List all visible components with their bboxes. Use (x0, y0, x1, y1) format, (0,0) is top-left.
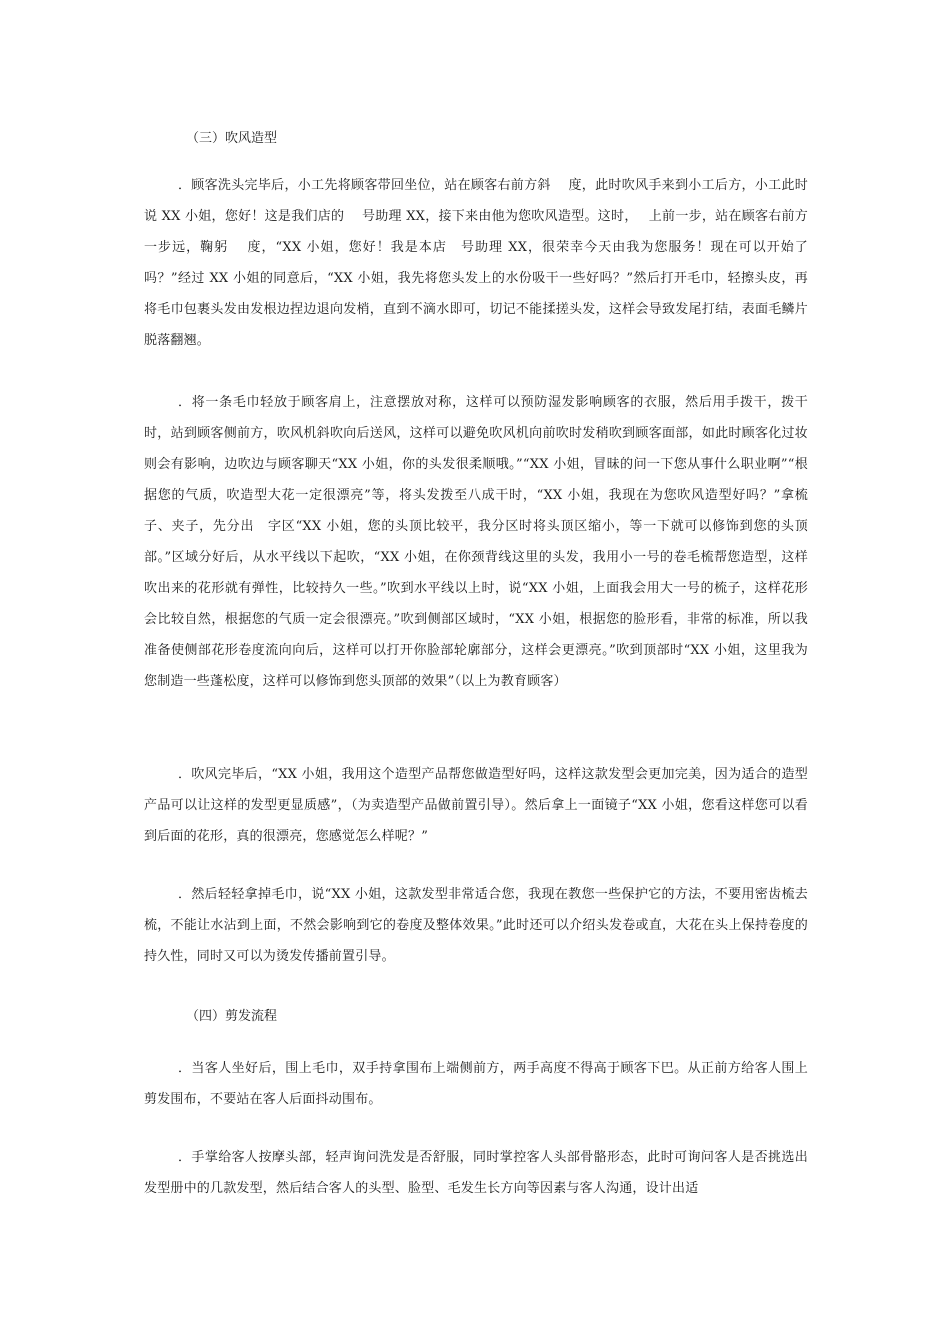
section-heading-blow-dry-styling: （三）吹风造型 (186, 131, 278, 146)
paragraph-after-wash: ．顾客洗头完毕后，小工先将顾客带回坐位，站在顾客右前方斜 度，此时吹风手来到小工后方，小工此时说 XX 小姐，您好！这是我们店的 号助理 XX，接下来由他为您吹风造型。这时， 上前一步，站在顾客右前方一步远，鞠躬 度，“XX 小姐，您好！我是本店 号助理 XX，很荣幸今天由我为您服务！现在可以开始了吗？”经过 XX 小姐的同意后，“XX 小姐，我先将您头发上的水份吸干一些好吗？”然后打开毛巾，轻擦头皮，再将毛巾包裹头发由发根边捏边退向发梢，直到不滴水即可，切记不能揉搓头发，这样会导致发尾打结，表面毛鳞片脱落翻翘。 (144, 178, 808, 348)
section-heading-haircut-process: （四）剪发流程 (186, 1009, 278, 1024)
paragraph-styling-product: ．吹风完毕后，“XX 小姐，我用这个造型产品帮您做造型好吗，这样这款发型会更加完美，因为适合的造型产品可以让这样的发型更显质感”，（为卖造型产品做前置引导）。然后拿上一面镜子“XX 小姐，您看这样您可以看到后面的花形，真的很漂亮，您感觉怎么样呢？” (144, 767, 808, 844)
paragraph-towel-and-blow-dry: ．将一条毛巾轻放于顾客肩上，注意摆放对称，这样可以预防湿发影响顾客的衣服，然后用手拨干，拨干时，站到顾客侧前方，吹风机斜吹向后送风，这样可以避免吹风机向前吹时发稍吹到顾客面部，如此时顾客化过妆则会有影响，边吹边与顾客聊天“XX 小姐，你的头发很柔顺哦。”“XX 小姐，冒昧的问一下您从事什么职业啊”“根据您的气质，吹造型大花一定很漂亮”等，将头发拨至八成干时，“XX 小姐，我现在为您吹风造型好吗？”拿梳子、夹子，先分出 字区“XX 小姐，您的头顶比较平，我分区时将头顶区缩小，等一下就可以修饰到您的头顶部。”区域分好后，从水平线以下起吹，“XX 小姐，在你颈背线这里的头发，我用小一号的卷毛梳帮您造型，这样吹出来的花形就有弹性，比较持久一些。”吹到水平线以上时，说“XX 小姐，上面我会用大一号的梳子，这样花形会比较自然，根据您的气质一定会很漂亮。”吹到侧部区域时，“XX 小姐，根据您的脸形看，非常的标准，所以我准备使侧部花形卷度流向向后，这样可以打开你脸部轮廓部分，这样会更漂亮。”吹到顶部时“XX 小姐，这里我为您制造一些蓬松度，这样可以修饰到您头顶部的效果”（以上为教育顾客） (144, 395, 808, 689)
paragraph-cape-on: ．当客人坐好后，围上毛巾，双手持拿围布上端侧前方，两手高度不得高于顾客下巴。从正前方给客人围上剪发围布，不要站在客人后面抖动围布。 (144, 1061, 808, 1107)
paragraph-remove-towel: ．然后轻轻拿掉毛巾，说“XX 小姐，这款发型非常适合您，我现在教您一些保护它的方法，不要用密齿梳去梳，不能让水沾到上面，不然会影响到它的卷度及整体效果。”此时还可以介绍头发卷或直，大花在头上保持卷度的持久性，同时又可以为烫发传播前置引导。 (144, 887, 808, 964)
paragraph-head-massage-consult: ．手掌给客人按摩头部，轻声询问洗发是否舒服，同时掌控客人头部骨骼形态，此时可询问客人是否挑选出发型册中的几款发型，然后结合客人的头型、脸型、毛发生长方向等因素与客人沟通，设计出适 (144, 1150, 808, 1196)
